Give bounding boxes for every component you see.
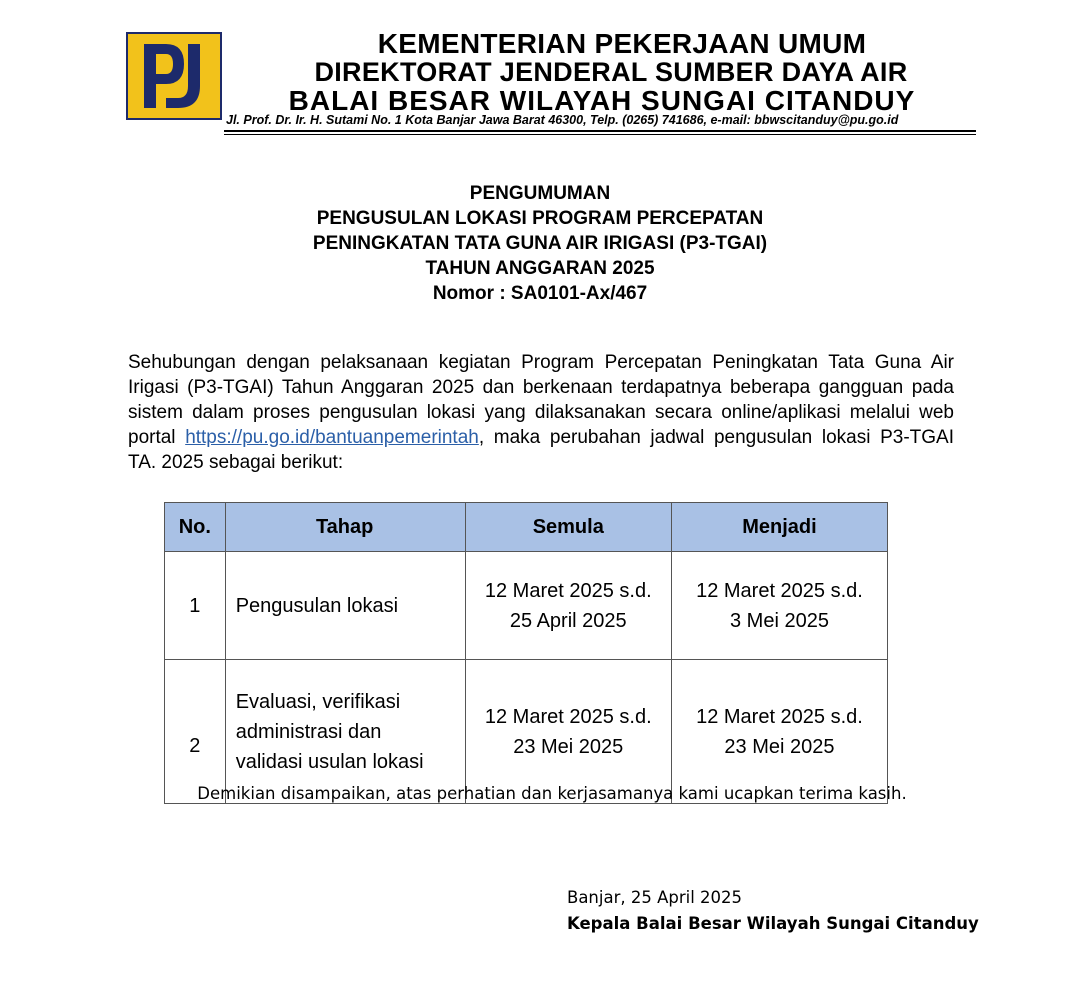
- header-divider: [224, 130, 976, 132]
- header-no: No.: [165, 503, 226, 552]
- row-semula: [465, 660, 671, 804]
- body-paragraph: [128, 350, 954, 475]
- pu-logo-icon: [126, 32, 222, 120]
- letterhead: [228, 30, 976, 116]
- announcement-title-line2: PENINGKATAN TATA GUNA AIR IRIGASI (P3-TGAI): [312, 233, 768, 254]
- row-tahap-line1: Evaluasi, verifikasi: [235, 690, 401, 713]
- row-menjadi-line1: 12 Maret 2025 s.d.: [696, 705, 863, 728]
- announcement-number: Nomor : SA0101-Ax/467: [432, 283, 648, 304]
- announcement-title: [200, 181, 880, 306]
- row-semula-line2: 25 April 2025: [509, 609, 627, 632]
- office-address: Jl. Prof. Dr. Ir. H. Sutami No. 1 Kota Banjar Jawa Barat 46300, Telp. (0265) 741686, e-mail: bbwscitanduy@pu.go.id: [226, 113, 899, 127]
- row-tahap: [225, 660, 465, 804]
- signature-place-date: Banjar, 25 April 2025: [567, 888, 743, 907]
- schedule-table: [164, 502, 888, 804]
- header-semula: Semula: [465, 503, 671, 552]
- header-tahap: Tahap: [225, 503, 465, 552]
- row-menjadi: [671, 660, 887, 804]
- office-name: BALAI BESAR WILAYAH SUNGAI CITANDUY: [288, 85, 916, 116]
- row-no: 2: [165, 660, 226, 804]
- row-menjadi-line2: 23 Mei 2025: [724, 735, 835, 758]
- table-row: [165, 552, 888, 660]
- row-menjadi-line1: 12 Maret 2025 s.d.: [696, 579, 863, 602]
- directorate-name: DIREKTORAT JENDERAL SUMBER DAYA AIR: [314, 57, 908, 87]
- announcement-title-line3: TAHUN ANGGARAN 2025: [425, 258, 655, 279]
- row-no: 1: [165, 552, 226, 660]
- announcement-heading: PENGUMUMAN: [469, 183, 611, 204]
- ministry-name: KEMENTERIAN PEKERJAAN UMUM: [377, 28, 867, 59]
- announcement-title-line1: PENGUSULAN LOKASI PROGRAM PERCEPATAN: [316, 208, 764, 229]
- header-menjadi: Menjadi: [671, 503, 887, 552]
- signature-position: Kepala Balai Besar Wilayah Sungai Citanduy: [567, 914, 979, 933]
- row-semula-line2: 23 Mei 2025: [513, 735, 624, 758]
- row-semula-line1: 12 Maret 2025 s.d.: [484, 579, 652, 602]
- table-header-row: [165, 503, 888, 552]
- row-semula-line1: 12 Maret 2025 s.d.: [484, 705, 652, 728]
- table-row: [165, 660, 888, 804]
- row-menjadi: [671, 552, 887, 660]
- row-tahap-line3: validasi usulan lokasi: [235, 750, 424, 773]
- row-tahap-line2: administrasi dan: [235, 720, 382, 743]
- row-semula: [465, 552, 671, 660]
- body-text-after-link: , maka perubahan jadwal pengusulan lokasi P3-TGAI TA. 2025 sebagai berikut:: [128, 427, 954, 473]
- portal-link[interactable]: https://pu.go.id/bantuanpemerintah: [185, 427, 479, 448]
- header-divider-thin: [224, 134, 976, 135]
- closing-statement: Demikian disampaikan, atas perhatian dan kerjasamanya kami ucapkan terima kasih.: [197, 784, 907, 803]
- body-text-before-link: Sehubungan dengan pelaksanaan kegiatan Program Percepatan Peningkatan Tata Guna Air Irigasi (P3-TGAI) Tahun Anggaran 2025 dan berkenaan terdapatnya beberapa gangguan pada sistem dalam proses pengusulan lokasi yang dilaksanakan secara online/aplikasi melalui web portal: [128, 352, 954, 448]
- row-tahap: Pengusulan lokasi: [225, 552, 465, 660]
- row-menjadi-line2: 3 Mei 2025: [729, 609, 829, 632]
